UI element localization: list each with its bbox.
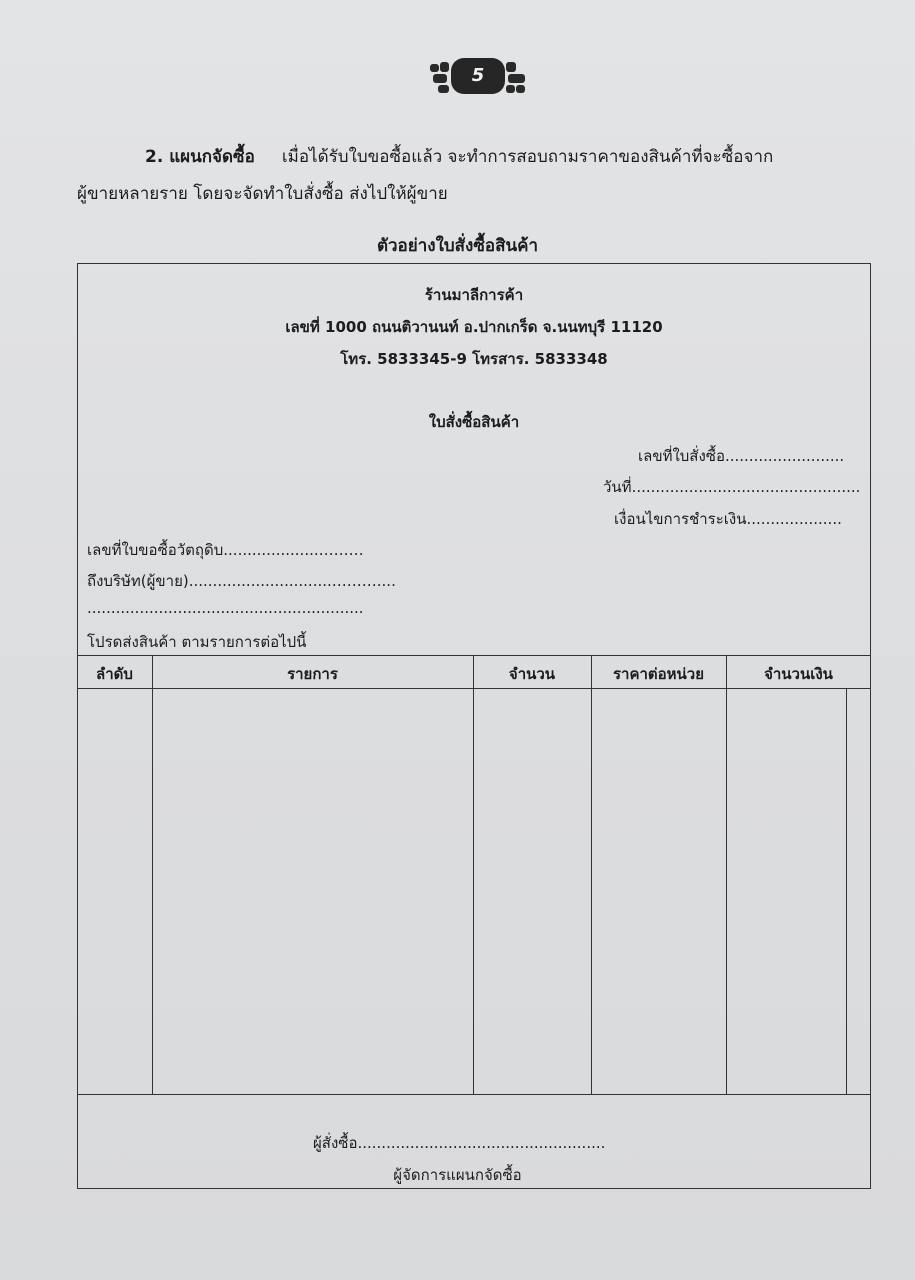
vendor-field: ถึงบริษัท(ผู้ขาย)..............................……….... (87, 572, 396, 590)
instruction-text: โปรดส่งสินค้า ตามรายการต่อไปนี้ (87, 633, 307, 651)
column-header-amount: จำนวนเงิน (764, 665, 833, 683)
orderer-signature-line: ผู้สั่งซื้อ.................................................... (313, 1134, 606, 1152)
col-divider-satang (846, 688, 847, 1095)
col-divider-3 (591, 655, 592, 1095)
payment-terms-field: เงื่อนไขการชำระเงิน.................... (614, 510, 842, 528)
col-divider-4 (726, 655, 727, 1095)
form-title: ใบสั่งซื้อสินค้า (428, 413, 520, 431)
requisition-number-field: เลขที่ใบขอซื้อวัตถุดิบ....................……… (87, 541, 364, 559)
purchase-order-form (77, 263, 871, 1189)
column-header-order: ลำดับ (96, 665, 133, 683)
decorative-bricks-right (506, 62, 526, 96)
shop-address: เลขที่ 1000 ถนนติวานนท์ อ.ปากเกร็ด จ.นนทบุรี 11120 (285, 318, 663, 336)
col-divider-1 (152, 655, 153, 1095)
page-number-badge (430, 58, 526, 98)
table-header-rule (77, 688, 871, 689)
table-bottom-rule (77, 1094, 871, 1095)
po-number-field: เลขที่ใบสั่งซื้อ......................... (638, 447, 845, 465)
column-header-item: รายการ (287, 665, 338, 683)
intro-line-1 (145, 143, 773, 170)
intro-line-2: ผู้ขายหลายราย โดยจะจัดทำใบสั่งซื้อ ส่งไปให้ผู้ขาย (77, 184, 448, 204)
page-number: 5 (451, 58, 505, 94)
example-title: ตัวอย่างใบสั่งซื้อสินค้า (376, 236, 539, 256)
column-header-quantity: จำนวน (508, 665, 556, 683)
blank-dotted-line: .......................................................... (87, 599, 364, 617)
shop-phone: โทร. 5833345-9 โทรสาร. 5833348 (340, 350, 608, 368)
purchasing-manager-label: ผู้จัดการแผนกจัดซื้อ (393, 1166, 522, 1184)
date-field: วันที่................................................ (603, 478, 861, 496)
shop-name: ร้านมาลีการค้า (424, 286, 524, 304)
column-header-unit-price: ราคาต่อหน่วย (612, 665, 705, 683)
col-divider-2 (473, 655, 474, 1095)
table-top-rule (77, 655, 871, 656)
section-lead: 2. แผนกจัดซื้อ (145, 147, 255, 167)
intro-line-1-text: เมื่อได้รับใบขอซื้อแล้ว จะทำการสอบถามราคาของสินค้าที่จะซื้อจาก (281, 147, 774, 167)
